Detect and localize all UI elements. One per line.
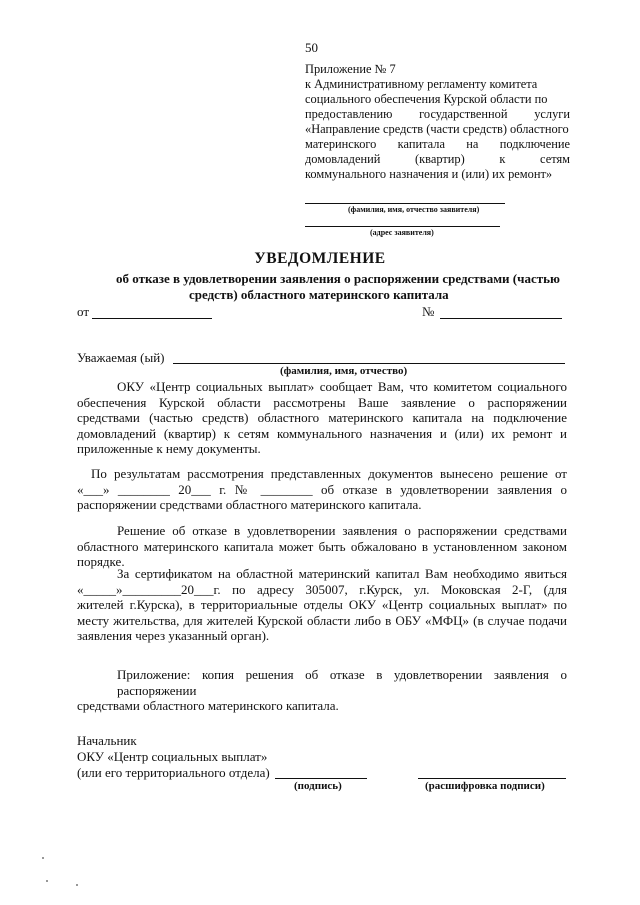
scan-speck: [42, 857, 44, 859]
applicant-name-caption: (фамилия, имя, отчество заявителя): [348, 205, 480, 214]
signature-decode-caption: (расшифровка подписи): [425, 780, 545, 792]
signature-organization-note: (или его территориального отдела): [77, 765, 270, 780]
signature-decode-line: [418, 778, 566, 779]
paragraph-line: месту жительства, для жителей Курской области либо в ОБУ «МФЦ» (в случае подачи: [77, 612, 567, 628]
appendix-line: социального обеспечения Курской области по: [305, 92, 548, 106]
paragraph-line: домовладений (квартир) к сетям коммунального назначения и (или) их ремонт и: [77, 425, 567, 441]
paragraph-2: [77, 466, 567, 513]
signature-title: Начальник: [77, 733, 137, 748]
from-line: [92, 318, 212, 319]
signature-organization: ОКУ «Центр социальных выплат»: [77, 749, 268, 764]
paragraph-line: порядке.: [77, 554, 125, 569]
appendix-line: «Направление средств (части средств) областного: [305, 122, 569, 136]
paragraph-line: жителей г.Курска), в территориальные отделы ОКУ «Центр социальных выплат» по: [77, 597, 567, 612]
paragraph-4: [77, 566, 567, 644]
paragraph-line: За сертификатом на областной материнский капитал Вам необходимо явиться: [117, 566, 567, 581]
appendix-header: [305, 62, 570, 182]
from-label: от: [77, 304, 90, 319]
attachment-note: [77, 667, 567, 714]
document-subtitle-line2: средств) областного материнского капитала: [189, 287, 449, 302]
scan-speck: [46, 880, 48, 882]
number-label: №: [422, 304, 435, 319]
paragraph-line: приложенные к нему документы.: [77, 441, 261, 456]
applicant-address-caption: (адрес заявителя): [370, 228, 434, 237]
scan-speck: [76, 884, 78, 886]
document-title: УВЕДОМЛЕНИЕ: [254, 250, 386, 267]
paragraph-line: областного материнского капитала может быть обжаловано в установленном законом: [77, 538, 567, 554]
signature-caption: (подпись): [294, 780, 342, 792]
appendix-line: материнского капитала на подключение: [305, 137, 570, 151]
signature-line: [275, 778, 367, 779]
paragraph-3: [77, 523, 567, 570]
paragraph-line: заявления через указанный орган).: [77, 628, 270, 643]
appendix-line: домовладений (квартир) к сетям: [305, 152, 570, 166]
appendix-line: коммунального назначения и (или) их ремонт»: [305, 167, 553, 181]
document-subtitle-line1: об отказе в удовлетворении заявления о распоряжении средствами (частью: [116, 271, 560, 286]
paragraph-line: «_____»_________20___г. по адресу 305007, г.Курск, ул. Моковская 2-Г, (для: [77, 581, 567, 597]
paragraph-line: обеспечения Курской области рассмотрены Ваше заявление о распоряжении: [77, 394, 567, 410]
salutation-line: [173, 363, 565, 364]
appendix-line: Приложение № 7: [305, 62, 396, 76]
paragraph-line: ОКУ «Центр социальных выплат» сообщает Вам, что комитетом социального: [117, 379, 567, 394]
applicant-name-line: [305, 203, 505, 204]
page-number: 50: [305, 40, 318, 55]
paragraph-line: Решение об отказе в удовлетворении заявления о распоряжении средствами: [117, 523, 567, 538]
paragraph-line: средствами (частью средств) областного материнского капитала на подключение: [77, 410, 567, 425]
paragraph-line: Приложение: копия решения об отказе в удовлетворении заявления о распоряжении: [117, 667, 567, 698]
applicant-address-line: [305, 226, 500, 227]
paragraph-line: По результатам рассмотрения представленных документов вынесено решение от: [91, 466, 567, 481]
paragraph-line: средствами областного материнского капитала.: [77, 698, 339, 713]
salutation-caption: (фамилия, имя, отчество): [280, 365, 408, 377]
paragraph-line: распоряжении средствами областного материнского капитала.: [77, 497, 422, 512]
appendix-line: предоставлению государственной услуги: [305, 107, 570, 121]
number-line: [440, 318, 562, 319]
appendix-line: к Административному регламенту комитета: [305, 77, 538, 91]
paragraph-1: [77, 379, 567, 457]
salutation-label: Уважаемая (ый): [77, 350, 165, 365]
paragraph-line: «___» ________ 20___ г. № ________ об отказе в удовлетворении заявления о: [77, 481, 567, 497]
